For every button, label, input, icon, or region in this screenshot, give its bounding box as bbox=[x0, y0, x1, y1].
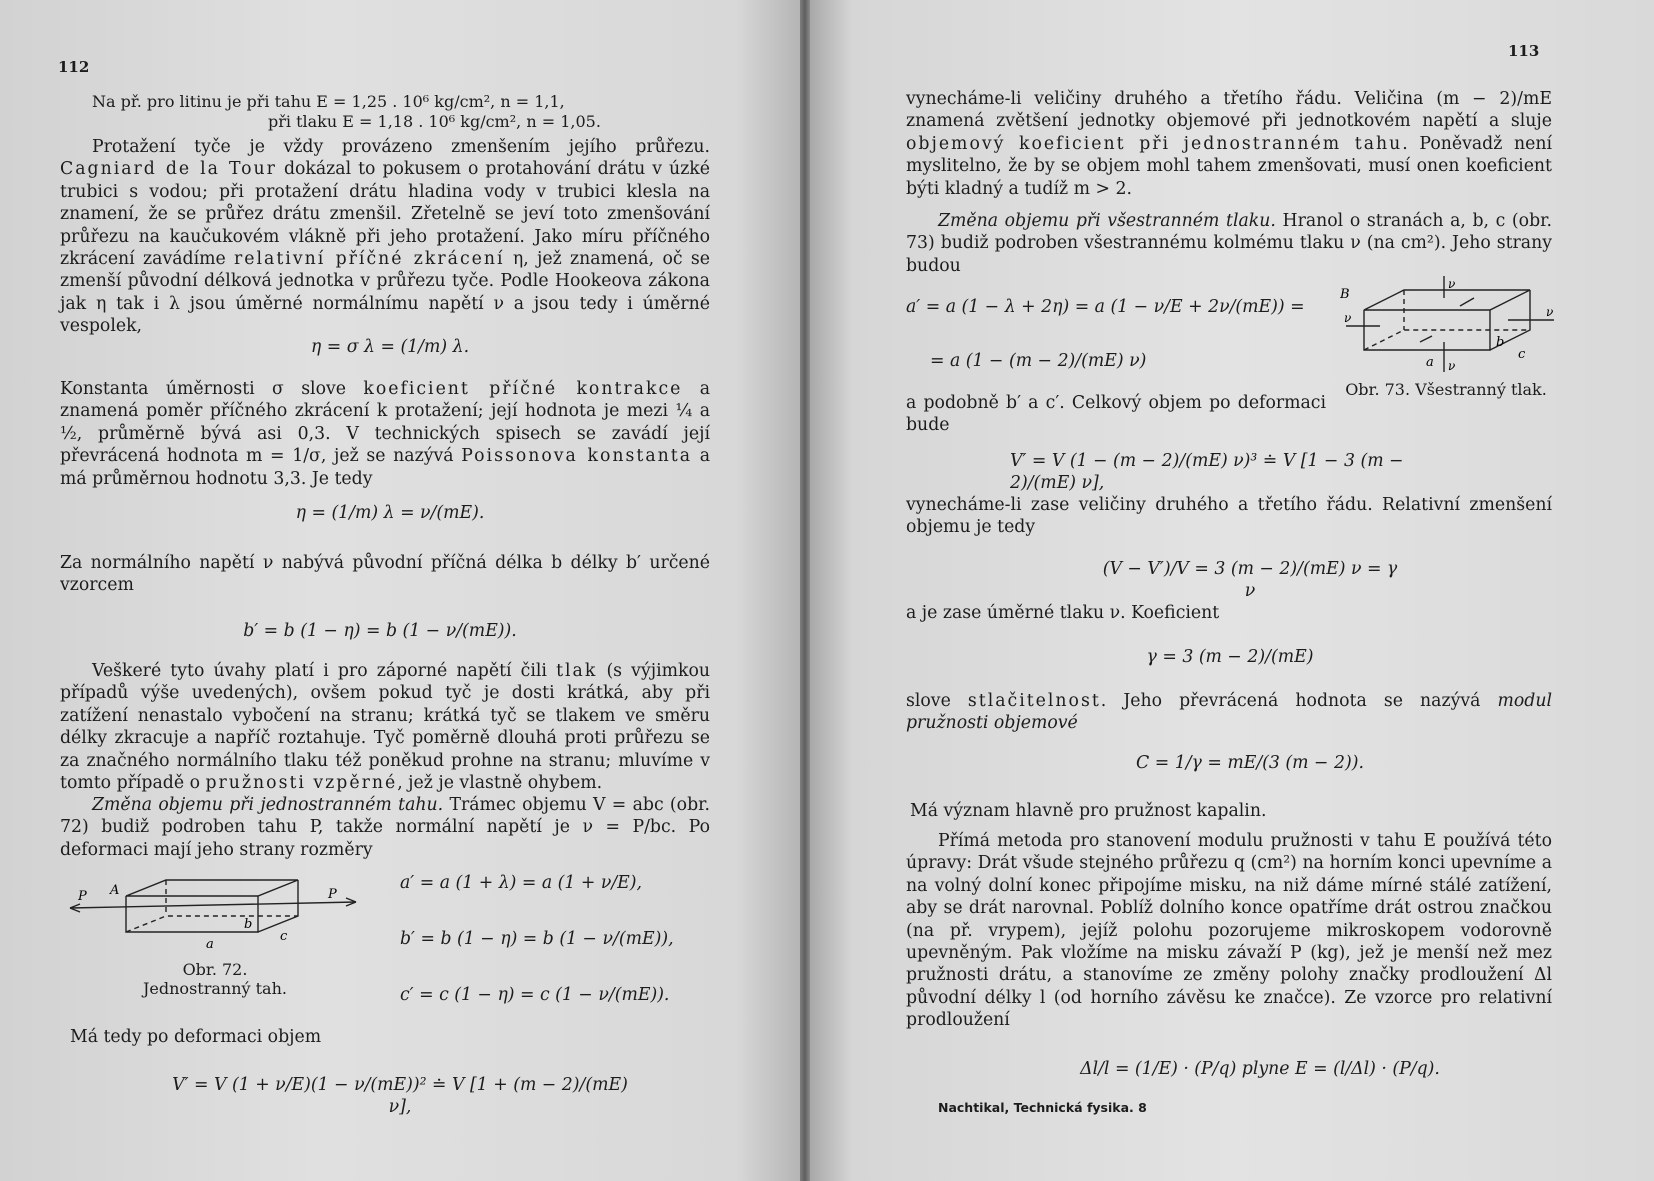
fig73-label-c: c bbox=[1518, 347, 1526, 362]
equation-gamma: γ = 3 (m − 2)/(mE) bbox=[1146, 647, 1314, 667]
r2-heading: Změna objemu při všestranném tlaku. bbox=[938, 211, 1276, 231]
page-number-left: 112 bbox=[58, 58, 90, 76]
fig72-label-A: A bbox=[110, 883, 120, 898]
paragraph-poisson bbox=[60, 378, 710, 490]
equation-relative-volume: (V − V′)/V = 3 (m − 2)/(mE) ν = γ ν bbox=[1102, 559, 1398, 602]
fig73-label-v-bottom: ν bbox=[1448, 359, 1456, 373]
example-line-1: Na př. pro litinu je při tahu E = 1,25 . 10⁶ kg/cm², n = 1,1, bbox=[92, 92, 565, 111]
p2-text-e: a má průměrnou hodnotu 3,3. Je tedy bbox=[60, 446, 711, 489]
equation-a-prime-pressure: a′ = a (1 − λ + 2η) = a (1 − ν/E + 2ν/(mE)) = bbox=[906, 297, 1305, 317]
paragraph-compressibility bbox=[906, 690, 1552, 735]
p1-text-c: dokázal to pokusem o protahování drátu v úzké trubici s vodou; při protažení drátu hladina vody v trubici klesla na znamení, že se průřez drátu zmenšil. Zřetelně se jeví toto zmenšování průřezu na kaučukovém vlákně při jeho protažení. Jako míru příčného zkrácení zavádíme bbox=[60, 159, 710, 270]
paragraph-relative-decrease: vynecháme-li zase veličiny druhého a třetího řádu. Relativní zmenšení objemu je tedy bbox=[906, 495, 1552, 538]
paragraph-volume-tension bbox=[60, 794, 710, 861]
book-gutter bbox=[800, 0, 810, 1181]
paragraph-transverse-length: Za normálního napětí ν nabývá původní příčná délka b délky b′ určené vzorcem bbox=[60, 553, 710, 596]
fig73-label-B: B bbox=[1340, 287, 1350, 302]
equation-a-prime: a′ = a (1 + λ) = a (1 + ν/E), bbox=[400, 873, 643, 893]
p2-text-a: Konstanta úměrnosti σ slove bbox=[60, 379, 364, 399]
equation-eta-sigma: η = σ λ = (1/m) λ. bbox=[310, 337, 470, 357]
equation-c-prime: c′ = c (1 − η) = c (1 − ν/(mE)). bbox=[400, 985, 670, 1005]
r1-text-a: vynecháme-li veličiny druhého a třetího řádu. Veličina (m − 2)/mE znamená zvětšení jednotky objemové při jednotkovém napětí a sluje bbox=[906, 89, 1552, 132]
equation-a-prime-pressure-2: = a (1 − (m − 2)/(mE) ν) bbox=[930, 351, 1147, 371]
p4-term-tlak: tlak bbox=[556, 661, 598, 681]
fig72-caption-number: Obr. 72. bbox=[182, 960, 248, 979]
fig73-label-v-top: ν bbox=[1448, 277, 1456, 291]
fig73-label-v-right: ν bbox=[1546, 305, 1554, 319]
r6-text-a: slove bbox=[906, 691, 968, 711]
fig72-label-P-right: P bbox=[328, 887, 337, 902]
paragraph-compression bbox=[60, 660, 710, 794]
paragraph-contraction bbox=[60, 136, 710, 338]
page-number-right: 113 bbox=[1508, 42, 1540, 60]
equation-V-prime-pressure: V′ = V (1 − (m − 2)/(mE) ν)³ ≐ V [1 − 3 (m − 2)/(mE) ν], bbox=[1010, 451, 1404, 494]
r6-term-compressibility: stlačitelnost bbox=[967, 691, 1101, 711]
fig72-label-a: a bbox=[206, 937, 214, 952]
paragraph-liquids: Má význam hlavně pro pružnost kapalin. bbox=[910, 801, 1267, 821]
r8-text: Přímá metoda pro stanovení modulu pružnosti v tahu E používá této úpravy: Drát všude stejného průřezu q (cm²) na horním konci upevníme a na volný dolní konec připojíme misku, na niž dáme mírné stálé zatížení, aby se drát narovnal. Poblíž dolního konce opatříme drát ostrou značkou (na př. vrypem), jejíž polohu pozorujeme mikroskopem vodorovně upevněným. Pak vložíme na misku závaží P (kg), jež je menší než mez pružnosti drátu, a stanovíme ze změny polohy značky prodloužení Δl původní délky l (od horního závěsu ke značce). Ze vzorce pro relativní prodloužení bbox=[906, 831, 1552, 1031]
paragraph-total-volume: a podobně b′ a c′. Celkový objem po deformaci bude bbox=[906, 393, 1326, 436]
figure-73-caption: Obr. 73. Všestranný tlak. bbox=[1345, 380, 1547, 399]
fig73-label-v-left: ν bbox=[1344, 311, 1352, 325]
p2-text-c: a znamená poměr příčného zkrácení k protažení; její hodnota je mezi ¼ a ½, průměrně bývá asi 0,3. V technických spisech se zavádí její převrácená hodnota m = 1/σ, jež se nazývá bbox=[60, 379, 711, 467]
p2-term-koeficient: koeficient příčné kontrakce bbox=[363, 379, 683, 399]
r6-text-c: . Jeho převrácená hodnota se nazývá bbox=[1100, 691, 1498, 711]
paragraph-volume-after: Má tedy po deformaci objem bbox=[70, 1027, 322, 1047]
equation-bulk-modulus: C = 1/γ = mE/(3 (m − 2)). bbox=[1136, 753, 1364, 773]
paragraph-volume-coefficient bbox=[906, 88, 1552, 200]
fig72-caption-title: Jednostranný tah. bbox=[143, 979, 287, 998]
paragraph-direct-method bbox=[906, 830, 1552, 1032]
p1-text-a: Protažení tyče je vždy provázeno zmenšením jejího průřezu. bbox=[92, 137, 710, 157]
fig73-label-a: a bbox=[1426, 355, 1434, 370]
p4-text-c: (s výjimkou případů výše uvedených), ovšem pokud tyč je dosti krátká, aby při zatížení nenastalo vybočení na stranu; krátká tyč se tlakem ve směru délky zkracuje a napříč roztahuje. Tyč poměrně dlouhá proti průřezu se za značného normálního tlaku též poněkud prohne na stranu; mluvíme v tomto případě o bbox=[60, 661, 710, 794]
p5-heading: Změna objemu při jednostranném tahu. bbox=[92, 795, 444, 815]
example-line-2: při tlaku E = 1,18 . 10⁶ kg/cm², n = 1,05. bbox=[268, 112, 601, 131]
equation-eta-nu: η = (1/m) λ = ν/(mE). bbox=[295, 503, 485, 523]
r1-text-c: . Poněvadž není myslitelno, že by se objem mohl tahem zmenšovati, musí onen koeficient býti kladný a tudíž m > 2. bbox=[906, 133, 1552, 199]
p1-name-cagniard: Cagniard de la Tour bbox=[60, 159, 277, 180]
paragraph-all-sided-pressure bbox=[906, 210, 1552, 277]
paragraph-coefficient: a je zase úměrné tlaku ν. Koeficient bbox=[906, 603, 1220, 623]
equation-b-prime: b′ = b (1 − η) = b (1 − ν/(mE)). bbox=[243, 621, 517, 641]
fig72-label-c: c bbox=[280, 929, 288, 944]
figure-73-prism-pressure bbox=[1340, 276, 1560, 376]
p4-term-vzperna: pružnosti vzpěrné bbox=[205, 773, 398, 794]
page-footer: Nachtikal, Technická fysika. 8 bbox=[938, 1100, 1147, 1115]
r1-term-coefficient: objemový koeficient při jednostranném tahu bbox=[906, 133, 1403, 154]
r6-term-bulk-modulus: modul pružnosti objemové bbox=[906, 691, 1552, 734]
p1-term-relative: relativní příčné zkrácení bbox=[234, 249, 505, 270]
equation-b-prime-2: b′ = b (1 − η) = b (1 − ν/(mE)), bbox=[400, 929, 674, 949]
equation-young-modulus: Δl/l = (1/E) · (P/q) plyne E = (l/Δl) · (P/q). bbox=[1080, 1059, 1440, 1079]
p5-text: Trámec objemu V = abc (obr. 72) budiž podroben tahu P, takže normální napětí je ν = P/bc. Po deformaci mají jeho strany rozměry bbox=[60, 795, 710, 860]
fig72-label-b: b bbox=[244, 917, 253, 932]
p4-text-e: , jež je vlastně ohybem. bbox=[397, 773, 603, 794]
p4-text-a: Veškeré tyto úvahy platí i pro záporné napětí čili bbox=[92, 661, 557, 681]
fig73-label-b: b bbox=[1496, 335, 1505, 350]
equation-V-prime-tension: V′ = V (1 + ν/E)(1 − ν/(mE))² ≐ V [1 + (m − 2)/(mE) ν], bbox=[172, 1075, 628, 1118]
figure-72-prism-tension bbox=[66, 876, 366, 956]
figure-72-caption bbox=[130, 960, 300, 998]
example-values bbox=[92, 92, 652, 132]
fig72-label-P-left: P bbox=[78, 889, 87, 904]
p1-text-e: η, jež znamená, oč se zmenší původní délková jednotka v průřezu tyče. Podle Hookeova zákona jak η tak i λ jsou úměrné normálnímu napětí ν a jsou tedy i úměrné vespolek, bbox=[60, 249, 710, 337]
p2-term-poisson: Poissonova konstanta bbox=[461, 446, 693, 467]
r2-text: Hranol o stranách a, b, c (obr. 73) budiž podroben všestrannému kolmému tlaku ν (na cm²). Jeho strany budou bbox=[906, 211, 1552, 276]
